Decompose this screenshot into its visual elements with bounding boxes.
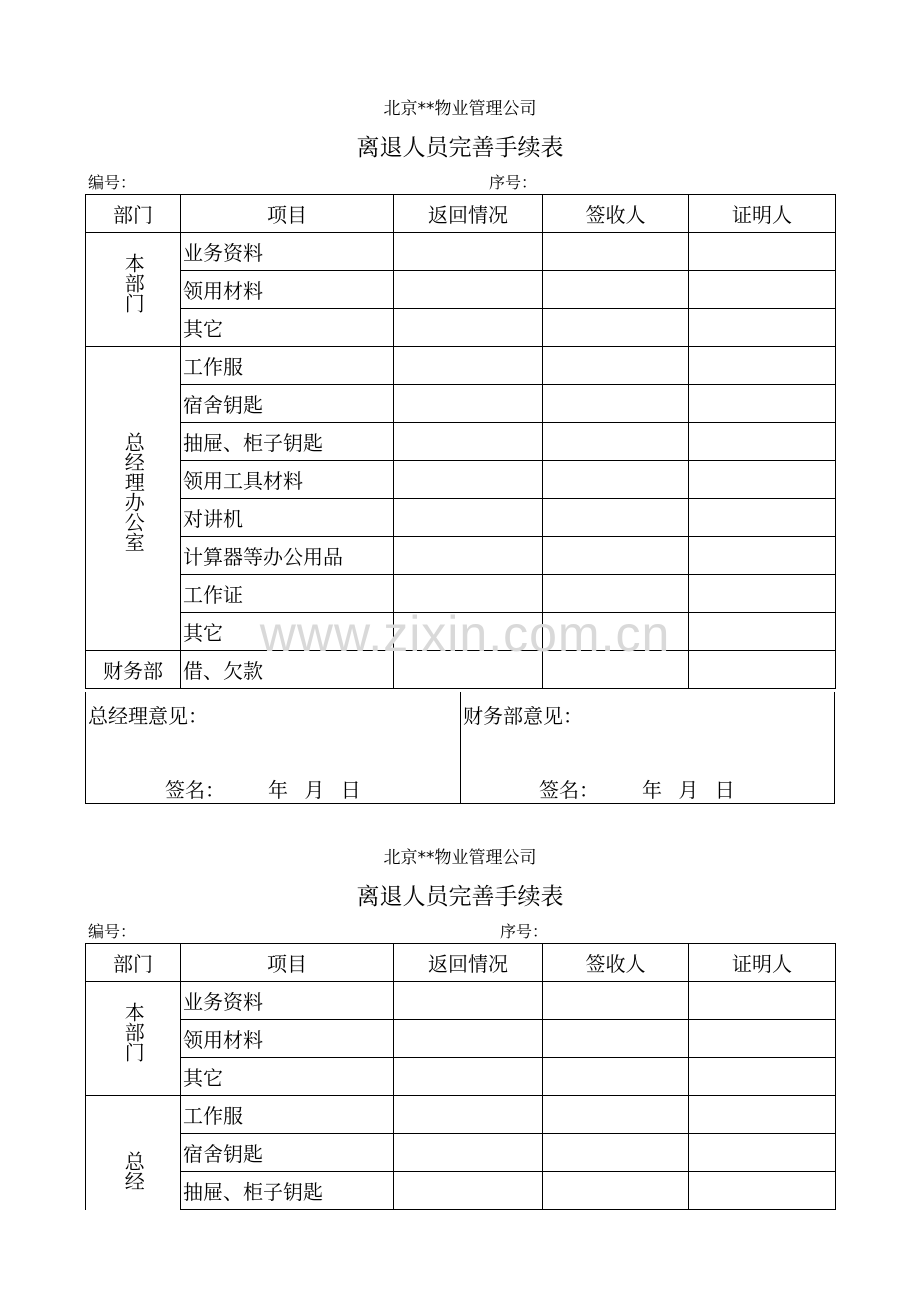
receiver-cell[interactable] [543, 461, 689, 499]
table-row [86, 1096, 836, 1134]
number-label: 编号： [88, 173, 137, 192]
witness-cell[interactable] [689, 537, 836, 575]
table-row [86, 613, 836, 651]
return-cell[interactable] [394, 309, 543, 347]
table-row [86, 575, 836, 613]
table-row [86, 1134, 836, 1172]
witness-cell[interactable] [689, 1020, 836, 1058]
witness-cell[interactable] [689, 461, 836, 499]
finance-opinion-label: 财务部意见： [463, 704, 583, 728]
return-cell[interactable] [394, 385, 543, 423]
dept-label: 总经 [121, 1151, 146, 1191]
checklist-table [85, 194, 836, 689]
gm-opinion-box[interactable] [86, 692, 461, 803]
receiver-cell[interactable] [543, 233, 689, 271]
checklist-table [85, 943, 836, 1210]
item-cell: 对讲机 [181, 499, 394, 537]
receiver-cell[interactable] [543, 499, 689, 537]
number-label: 编号： [88, 922, 137, 941]
return-cell[interactable] [394, 499, 543, 537]
table-row [86, 461, 836, 499]
table-row [86, 1020, 836, 1058]
receiver-cell[interactable] [543, 1020, 689, 1058]
table-row [86, 1172, 836, 1210]
serial-label: 序号： [489, 173, 538, 192]
finance-opinion-box[interactable] [461, 692, 834, 803]
item-cell: 工作证 [181, 575, 394, 613]
header-witness: 证明人 [689, 195, 836, 233]
return-cell[interactable] [394, 347, 543, 385]
witness-cell[interactable] [689, 271, 836, 309]
table-row [86, 233, 836, 271]
item-cell: 宿舍钥匙 [181, 385, 394, 423]
dept-label: 本部门 [121, 1002, 146, 1063]
header-return-status: 返回情况 [394, 195, 543, 233]
dept-label: 本部门 [121, 253, 146, 314]
item-cell: 其它 [181, 613, 394, 651]
header-row [86, 944, 836, 982]
item-cell: 工作服 [181, 347, 394, 385]
witness-cell[interactable] [689, 233, 836, 271]
return-cell[interactable] [394, 1134, 543, 1172]
header-row [86, 195, 836, 233]
witness-cell[interactable] [689, 385, 836, 423]
table-row [86, 347, 836, 385]
dept-cell [86, 982, 181, 1096]
witness-cell[interactable] [689, 1096, 836, 1134]
item-cell: 抽屉、柜子钥匙 [181, 423, 394, 461]
receiver-cell[interactable] [543, 385, 689, 423]
witness-cell[interactable] [689, 575, 836, 613]
table-row [86, 651, 836, 689]
item-cell: 领用材料 [181, 271, 394, 309]
header-item: 项目 [181, 944, 394, 982]
finance-sign-date: 年 月 日 [642, 778, 735, 802]
dept-cell [86, 233, 181, 347]
header-receiver: 签收人 [543, 944, 689, 982]
gm-opinion-label: 总经理意见： [88, 704, 208, 728]
return-cell[interactable] [394, 271, 543, 309]
dept-cell: 财务部 [86, 651, 181, 689]
watermark: www.zixin.com.cn [259, 606, 671, 662]
item-cell: 其它 [181, 309, 394, 347]
table-row [86, 423, 836, 461]
table-row [86, 271, 836, 309]
dept-cell [86, 1096, 181, 1210]
return-cell[interactable] [394, 423, 543, 461]
item-cell: 工作服 [181, 1096, 394, 1134]
header-dept: 部门 [86, 195, 181, 233]
witness-cell[interactable] [689, 651, 836, 689]
item-cell: 宿舍钥匙 [181, 1134, 394, 1172]
table-row [86, 309, 836, 347]
return-cell[interactable] [394, 651, 543, 689]
witness-cell[interactable] [689, 1134, 836, 1172]
dept-cell [86, 347, 181, 651]
item-cell: 业务资料 [181, 233, 394, 271]
table-row [86, 537, 836, 575]
receiver-cell[interactable] [543, 1096, 689, 1134]
return-cell[interactable] [394, 613, 543, 651]
receiver-cell[interactable] [543, 271, 689, 309]
return-cell[interactable] [394, 1058, 543, 1096]
receiver-cell[interactable] [543, 423, 689, 461]
receiver-cell[interactable] [543, 575, 689, 613]
receiver-cell[interactable] [543, 613, 689, 651]
return-cell[interactable] [394, 1020, 543, 1058]
company-name: 北京**物业管理公司 [383, 99, 537, 119]
witness-cell[interactable] [689, 423, 836, 461]
receiver-cell[interactable] [543, 651, 689, 689]
item-cell: 领用材料 [181, 1020, 394, 1058]
receiver-cell[interactable] [543, 1172, 689, 1210]
table-row [86, 982, 836, 1020]
gm-sign-date: 年 月 日 [268, 778, 361, 802]
item-cell: 领用工具材料 [181, 461, 394, 499]
return-cell[interactable] [394, 1172, 543, 1210]
item-cell: 其它 [181, 1058, 394, 1096]
company-name: 北京**物业管理公司 [383, 848, 537, 868]
form-title: 离退人员完善手续表 [356, 884, 564, 910]
receiver-cell[interactable] [543, 347, 689, 385]
receiver-cell[interactable] [543, 982, 689, 1020]
opinions-section [85, 692, 835, 804]
item-cell: 业务资料 [181, 982, 394, 1020]
form-title: 离退人员完善手续表 [356, 135, 564, 161]
serial-label: 序号： [500, 922, 549, 941]
table-row [86, 1058, 836, 1096]
receiver-cell[interactable] [543, 1058, 689, 1096]
return-cell[interactable] [394, 575, 543, 613]
return-cell[interactable] [394, 233, 543, 271]
item-cell: 借、欠款 [181, 651, 394, 689]
item-cell: 抽屉、柜子钥匙 [181, 1172, 394, 1210]
return-cell[interactable] [394, 982, 543, 1020]
witness-cell[interactable] [689, 499, 836, 537]
header-return-status: 返回情况 [394, 944, 543, 982]
header-receiver: 签收人 [543, 195, 689, 233]
witness-cell[interactable] [689, 613, 836, 651]
return-cell[interactable] [394, 537, 543, 575]
return-cell[interactable] [394, 1096, 543, 1134]
witness-cell[interactable] [689, 347, 836, 385]
header-dept: 部门 [86, 944, 181, 982]
return-cell[interactable] [394, 461, 543, 499]
item-cell: 计算器等办公用品 [181, 537, 394, 575]
receiver-cell[interactable] [543, 1134, 689, 1172]
header-item: 项目 [181, 195, 394, 233]
header-witness: 证明人 [689, 944, 836, 982]
gm-sign-label: 签名： [165, 778, 225, 802]
witness-cell[interactable] [689, 1172, 836, 1210]
witness-cell[interactable] [689, 309, 836, 347]
receiver-cell[interactable] [543, 309, 689, 347]
receiver-cell[interactable] [543, 537, 689, 575]
finance-sign-label: 签名： [539, 778, 599, 802]
witness-cell[interactable] [689, 1058, 836, 1096]
dept-label: 总经理办公室 [121, 432, 146, 553]
table-row [86, 385, 836, 423]
table-row [86, 499, 836, 537]
witness-cell[interactable] [689, 982, 836, 1020]
